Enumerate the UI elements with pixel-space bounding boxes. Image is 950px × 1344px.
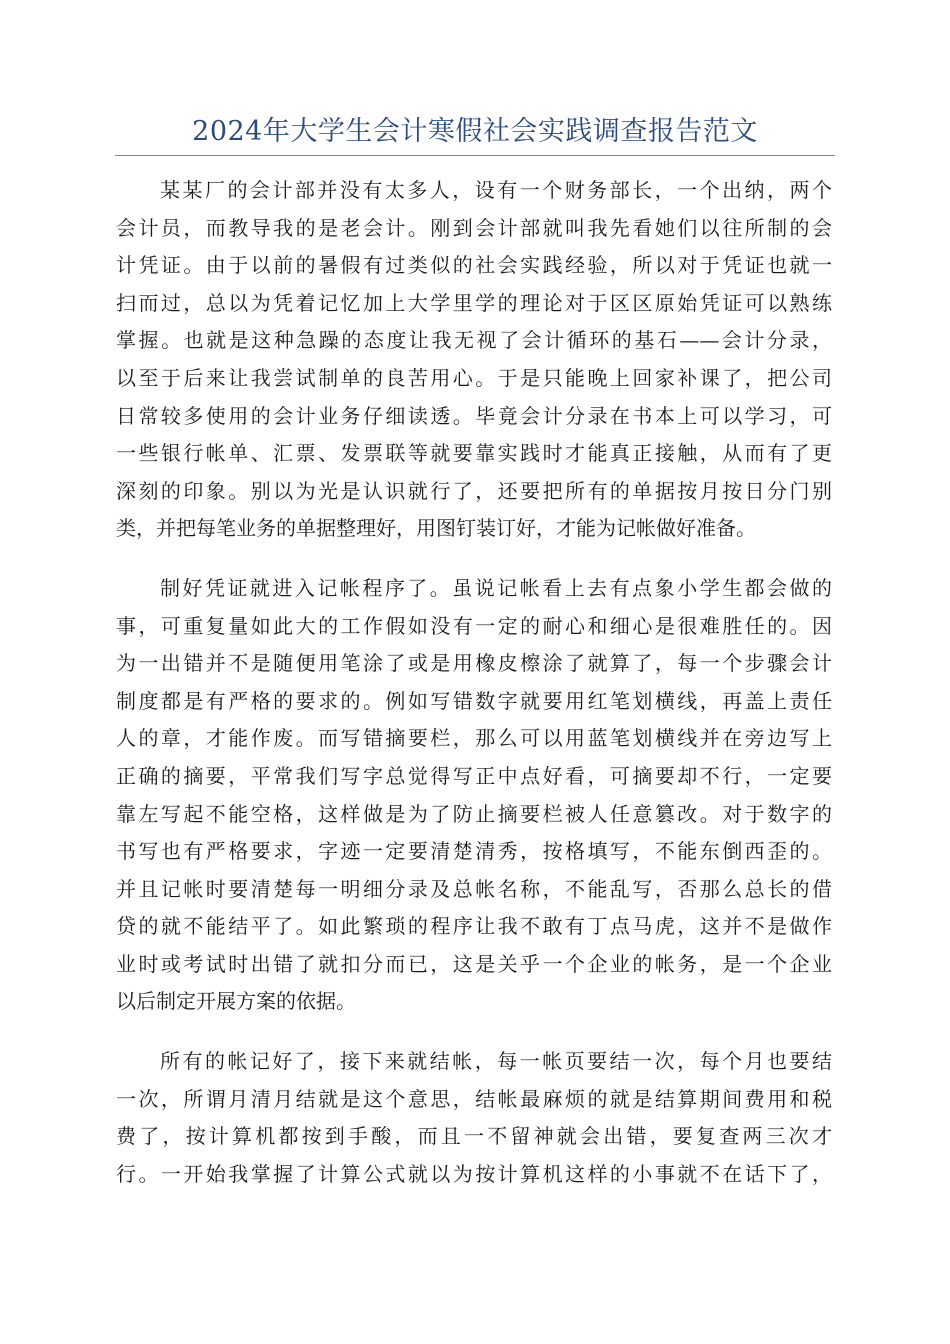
paragraph-line: 一次，所谓月清月结就是这个意思，结帐最麻烦的就是结算期间费用和税 <box>116 1086 832 1111</box>
paragraph-line: 某某厂的会计部并没有太多人，设有一个财务部长，一个出纳，两个 <box>160 178 832 202</box>
paragraph-line: 业时或考试时出错了就扣分而已，这是关乎一个企业的帐务，是一个企业 <box>116 951 832 976</box>
document-body <box>116 172 832 1215</box>
paragraph-2 <box>116 570 832 1021</box>
paragraph-line: 事，可重复量如此大的工作假如没有一定的耐心和细心是很难胜任的。因 <box>116 613 832 638</box>
paragraph-line: 类，并把每笔业务的单据整理好，用图钉装订好，才能为记帐做好准备。 <box>116 516 756 541</box>
paragraph-line: 深刻的印象。别以为光是认识就行了，还要把所有的单据按月按日分门别 <box>116 478 832 503</box>
document-title: 2024年大学生会计寒假社会实践调查报告范文 <box>192 116 758 147</box>
paragraph-line: 日常较多使用的会计业务仔细读透。毕竟会计分录在书本上可以学习，可 <box>116 403 832 428</box>
paragraph-line: 费了，按计算机都按到手酸，而且一不留神就会出错，要复查两三次才 <box>116 1124 832 1149</box>
paragraph-line: 制度都是有严格的要求的。例如写错数字就要用红笔划横线，再盖上责任 <box>116 688 832 713</box>
paragraph-line: 扫而过，总以为凭着记忆加上大学里学的理论对于区区原始凭证可以熟练 <box>116 290 832 315</box>
paragraph-1 <box>116 172 832 548</box>
paragraph-line: 并且记帐时要清楚每一明细分录及总帐名称，不能乱写，否那么总长的借 <box>116 876 832 901</box>
paragraph-line: 会计员，而教导我的是老会计。刚到会计部就叫我先看她们以往所制的会 <box>116 215 832 240</box>
paragraph-line: 计凭证。由于以前的暑假有过类似的社会实践经验，所以对于凭证也就一 <box>116 253 832 278</box>
paragraph-line: 人的章，才能作废。而写错摘要栏，那么可以用蓝笔划横线并在旁边写上 <box>116 726 832 751</box>
paragraph-line: 制好凭证就进入记帐程序了。虽说记帐看上去有点象小学生都会做的 <box>160 575 832 600</box>
paragraph-line: 以后制定开展方案的依据。 <box>116 989 356 1014</box>
paragraph-line: 书写也有严格要求，字迹一定要清楚清秀，按格填写，不能东倒西歪的。 <box>116 839 832 864</box>
paragraph-line: 行。一开始我掌握了计算公式就以为按计算机这样的小事就不在话下了， <box>116 1161 832 1186</box>
paragraph-line: 贷的就不能结平了。如此繁琐的程序让我不敢有丁点马虎，这并不是做作 <box>116 914 832 939</box>
paragraph-3 <box>116 1043 832 1193</box>
title-underline <box>115 155 835 156</box>
paragraph-line: 以至于后来让我尝试制单的良苦用心。于是只能晚上回家补课了，把公司 <box>116 365 832 390</box>
paragraph-line: 掌握。也就是这种急躁的态度让我无视了会计循环的基石——会计分录， <box>116 328 832 353</box>
paragraph-line: 正确的摘要，平常我们写字总觉得写正中点好看，可摘要却不行，一定要 <box>116 763 832 788</box>
paragraph-line: 为一出错并不是随便用笔涂了或是用橡皮檫涂了就算了，每一个步骤会计 <box>116 651 832 676</box>
paragraph-line: 一些银行帐单、汇票、发票联等就要靠实践时才能真正接触，从而有了更 <box>116 441 832 466</box>
paragraph-line: 所有的帐记好了，接下来就结帐，每一帐页要结一次，每个月也要结 <box>160 1049 832 1074</box>
paragraph-line: 靠左写起不能空格，这样做是为了防止摘要栏被人任意篡改。对于数字的 <box>116 801 832 826</box>
